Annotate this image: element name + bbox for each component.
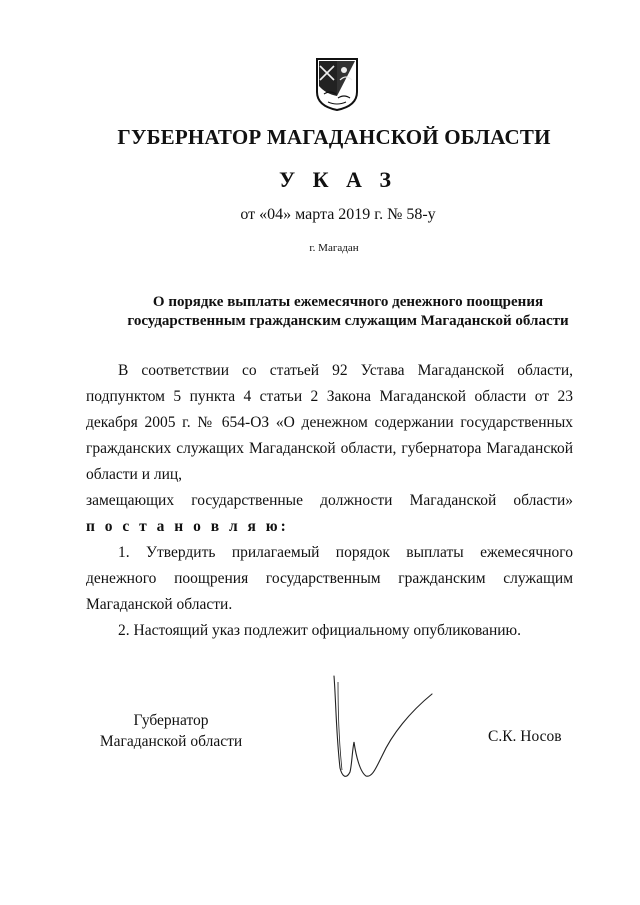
signatory-name: С.К. Носов <box>488 728 562 745</box>
coat-of-arms-icon <box>314 56 360 112</box>
item-1: 1. Утвердить прилагаемый порядок выплаты ежемесячного денежного поощрения государственным гражданским служащим Магаданской области. <box>86 544 573 613</box>
page-title: ГУБЕРНАТОР МАГАДАНСКОЙ ОБЛАСТИ <box>117 125 551 149</box>
position-line-2: Магаданской области <box>99 733 243 750</box>
subject-line-2: государственным гражданским служащим Магаданской области <box>127 313 569 329</box>
city: г. Магадан <box>309 242 359 254</box>
item-2: 2. Настоящий указ подлежит официальному опубликованию. <box>118 622 522 639</box>
document-type: У К А З <box>278 167 398 192</box>
position-line-1: Губернатор <box>133 712 209 729</box>
handwritten-signature <box>322 672 442 787</box>
subject-line-1: О порядке выплаты ежемесячного денежного поощрения <box>152 294 544 310</box>
preamble-paragraph: В соответствии со статьей 92 Устава Магаданской области, подпунктом 5 пункта 4 статьи 2 Закона Магаданской области от 23 декабря 2005 г. № 654-ОЗ «О денежном содержании государственных гражданских служащих Магаданской области, губернатора Магаданской области и лиц, <box>86 362 573 483</box>
resolve-word: п о с т а н о в л я ю: <box>86 518 289 535</box>
preamble-last-line: замещающих государственные должности Магаданской области» <box>86 492 573 509</box>
document-body <box>86 358 573 644</box>
document-subject <box>68 293 628 331</box>
signatory-position <box>86 710 256 752</box>
date-and-number: от «04» марта 2019 г. № 58-у <box>240 206 436 223</box>
